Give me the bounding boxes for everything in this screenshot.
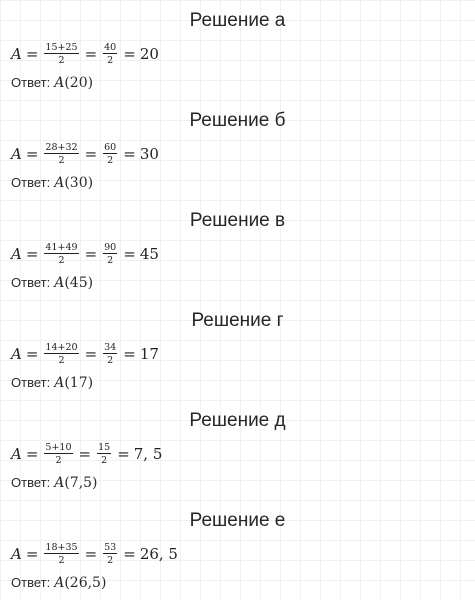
sum-fraction	[44, 143, 78, 166]
formula-result: 17	[139, 345, 159, 363]
answer-value: (26,5)	[64, 575, 107, 591]
solution-title: Решение а	[189, 10, 286, 31]
formula-variable: A	[11, 545, 22, 563]
formula-result: 20	[139, 45, 159, 63]
fraction-denominator: 2	[58, 55, 65, 66]
equals-sign: =	[84, 245, 98, 263]
answer-variable: A	[54, 275, 65, 291]
answer-label: Ответ:	[11, 75, 51, 90]
answer-line	[11, 375, 93, 391]
answer-label: Ответ:	[11, 375, 51, 390]
fraction-numerator: 90	[104, 241, 117, 253]
answer-line	[11, 475, 98, 491]
solution-section-d	[0, 400, 475, 500]
answer-expression	[54, 275, 93, 291]
fraction-numerator: 40	[104, 41, 117, 53]
formula-result: 45	[139, 245, 159, 263]
sum-fraction	[44, 543, 78, 566]
formula-result: 7, 5	[133, 445, 163, 463]
fraction-numerator: 28+32	[45, 141, 78, 153]
equals-sign: =	[123, 145, 136, 163]
formula-variable: A	[11, 45, 22, 63]
equals-sign: =	[25, 345, 39, 363]
answer-line	[11, 75, 93, 91]
fraction-denominator: 2	[107, 555, 114, 566]
fraction-numerator: 34	[104, 341, 117, 353]
formula-variable: A	[11, 145, 22, 163]
fraction-denominator: 2	[58, 255, 65, 266]
solution-section-g	[0, 300, 475, 400]
fraction-denominator: 2	[107, 355, 114, 366]
answer-value: (7,5)	[64, 475, 98, 491]
sum-fraction	[44, 443, 72, 466]
total-fraction	[97, 443, 111, 466]
answer-expression	[54, 475, 97, 491]
equals-sign: =	[117, 445, 130, 463]
fraction-denominator: 2	[58, 355, 65, 366]
fraction-numerator: 15	[98, 441, 111, 453]
total-fraction	[103, 43, 117, 66]
formula-result: 26, 5	[139, 545, 178, 563]
fraction-denominator: 2	[107, 55, 114, 66]
solution-formula	[11, 39, 159, 69]
equals-sign: =	[123, 545, 136, 563]
equals-sign: =	[25, 145, 39, 163]
answer-label: Ответ:	[11, 475, 51, 490]
formula-variable: A	[11, 245, 22, 263]
fraction-numerator: 60	[104, 141, 117, 153]
sum-fraction	[44, 243, 78, 266]
formula-variable: A	[11, 345, 22, 363]
solution-formula	[11, 139, 159, 169]
answer-variable: A	[54, 475, 65, 491]
fraction-denominator: 2	[58, 555, 65, 566]
solution-title: Решение е	[189, 510, 286, 531]
fraction-numerator: 5+10	[45, 441, 72, 453]
fraction-denominator: 2	[107, 255, 114, 266]
equals-sign: =	[84, 145, 98, 163]
equals-sign: =	[25, 45, 39, 63]
solution-formula	[11, 439, 162, 469]
sum-fraction	[44, 343, 78, 366]
solution-section-v	[0, 200, 475, 300]
solution-title: Решение б	[189, 110, 286, 131]
answer-variable: A	[54, 375, 65, 391]
answer-variable: A	[54, 575, 65, 591]
solution-title: Решение д	[189, 410, 286, 431]
fraction-denominator: 2	[107, 155, 114, 166]
answer-line	[11, 275, 93, 291]
answer-value: (17)	[64, 375, 94, 391]
answer-value: (30)	[64, 175, 94, 191]
equals-sign: =	[84, 345, 98, 363]
answer-variable: A	[54, 175, 65, 191]
formula-result: 30	[139, 145, 159, 163]
solution-section-e	[0, 500, 475, 600]
fraction-numerator: 18+35	[45, 541, 78, 553]
fraction-denominator: 2	[101, 455, 108, 466]
total-fraction	[103, 143, 117, 166]
equals-sign: =	[25, 445, 39, 463]
answer-label: Ответ:	[11, 575, 51, 590]
answer-expression	[54, 375, 93, 391]
total-fraction	[103, 243, 117, 266]
fraction-numerator: 14+20	[45, 341, 78, 353]
solution-section-b	[0, 100, 475, 200]
total-fraction	[103, 343, 117, 366]
formula-variable: A	[11, 445, 22, 463]
answer-label: Ответ:	[11, 275, 51, 290]
fraction-numerator: 15+25	[45, 41, 78, 53]
solution-formula	[11, 339, 159, 369]
answer-line	[11, 175, 93, 191]
answer-line	[11, 575, 106, 591]
equals-sign: =	[25, 245, 39, 263]
solution-formula	[11, 239, 159, 269]
fraction-numerator: 53	[104, 541, 117, 553]
fraction-denominator: 2	[58, 155, 65, 166]
answer-value: (20)	[64, 75, 94, 91]
equals-sign: =	[123, 245, 136, 263]
fraction-denominator: 2	[55, 455, 62, 466]
total-fraction	[103, 543, 117, 566]
answer-variable: A	[54, 75, 65, 91]
equals-sign: =	[78, 445, 92, 463]
sum-fraction	[44, 43, 78, 66]
equals-sign: =	[84, 545, 98, 563]
answer-expression	[54, 175, 93, 191]
solution-section-a	[0, 0, 475, 100]
answer-value: (45)	[64, 275, 94, 291]
answer-expression	[54, 75, 93, 91]
solution-title: Решение г	[191, 310, 284, 331]
equals-sign: =	[25, 545, 39, 563]
answer-label: Ответ:	[11, 175, 51, 190]
solution-title: Решение в	[189, 210, 286, 231]
answer-expression	[54, 575, 106, 591]
equals-sign: =	[123, 45, 136, 63]
fraction-numerator: 41+49	[45, 241, 78, 253]
equals-sign: =	[123, 345, 136, 363]
solution-formula	[11, 539, 178, 569]
equals-sign: =	[84, 45, 98, 63]
